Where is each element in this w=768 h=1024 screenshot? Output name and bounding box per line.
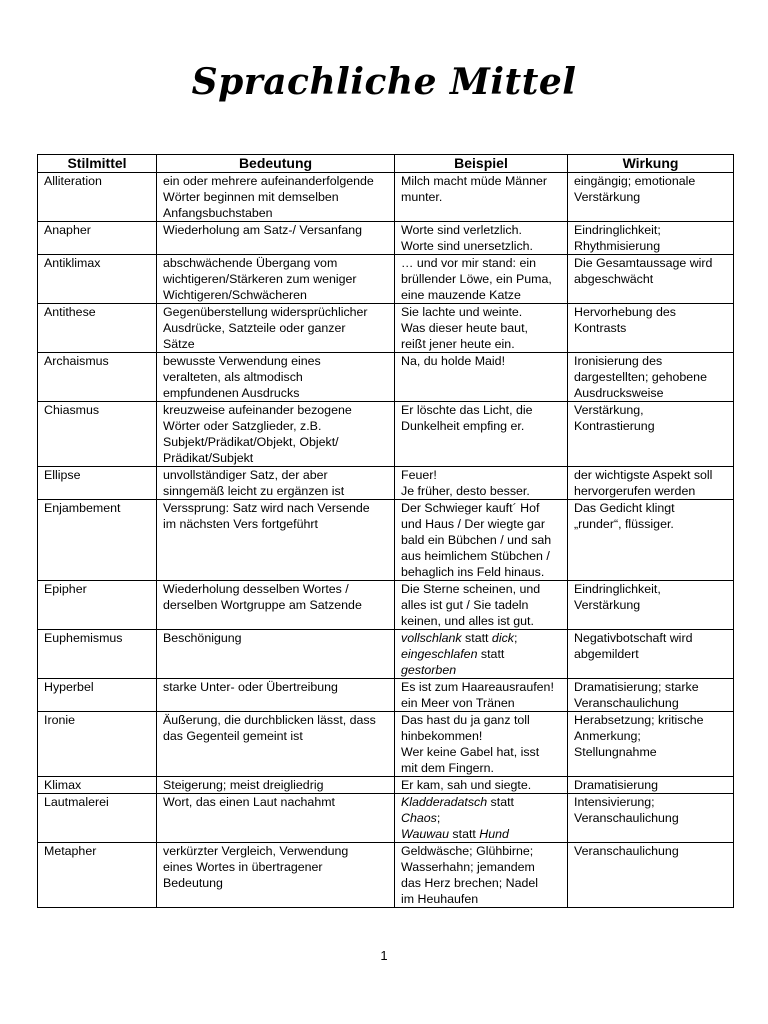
cell-wirkung: Dramatisierung <box>568 777 734 794</box>
table-row <box>38 712 734 777</box>
cell-wirkung: eingängig; emotionale Verstärkung <box>568 173 734 222</box>
cell-stilmittel: Klimax <box>38 777 157 794</box>
cell-bedeutung: verkürzter Vergleich, Verwendung eines Wortes in übertragener Bedeutung <box>157 843 395 908</box>
cell-beispiel: Die Sterne scheinen, und alles ist gut / Sie tadeln keinen, und alles ist gut. <box>395 581 568 630</box>
cell-beispiel: Sie lachte und weinte. Was dieser heute baut, reißt jener heute ein. <box>395 304 568 353</box>
cell-stilmittel: Lautmalerei <box>38 794 157 843</box>
cell-bedeutung: starke Unter- oder Übertreibung <box>157 679 395 712</box>
cell-beispiel: Es ist zum Haareausraufen! ein Meer von Tränen <box>395 679 568 712</box>
cell-wirkung: Ironisierung des dargestellten; gehobene Ausdrucksweise <box>568 353 734 402</box>
table-row <box>38 581 734 630</box>
cell-beispiel: Na, du holde Maid! <box>395 353 568 402</box>
cell-bedeutung: Verssprung: Satz wird nach Versende im nächsten Vers fortgeführt <box>157 500 395 581</box>
table-row <box>38 679 734 712</box>
cell-stilmittel: Archaismus <box>38 353 157 402</box>
cell-beispiel: Der Schwieger kauft´ Hof und Haus / Der wiegte gar bald ein Bübchen / und sah aus heimlichem Stübchen / behaglich ins Feld hinaus. <box>395 500 568 581</box>
cell-bedeutung: kreuzweise aufeinander bezogene Wörter oder Satzglieder, z.B. Subjekt/Prädikat/Objekt, Objekt/ Prädikat/Subjekt <box>157 402 395 467</box>
table-row <box>38 353 734 402</box>
cell-stilmittel: Hyperbel <box>38 679 157 712</box>
cell-wirkung: Eindringlichkeit, Verstärkung <box>568 581 734 630</box>
cell-stilmittel: Antiklimax <box>38 255 157 304</box>
cell-stilmittel: Chiasmus <box>38 402 157 467</box>
page-title: Sprachliche Mittel <box>191 61 577 103</box>
cell-beispiel: Feuer! Je früher, desto besser. <box>395 467 568 500</box>
cell-bedeutung: ein oder mehrere aufeinanderfolgende Wörter beginnen mit demselben Anfangsbuchstaben <box>157 173 395 222</box>
cell-wirkung: Die Gesamtaussage wird abgeschwächt <box>568 255 734 304</box>
cell-bedeutung: bewusste Verwendung eines veralteten, als altmodisch empfundenen Ausdrucks <box>157 353 395 402</box>
cell-bedeutung: Gegenüberstellung widersprüchlicher Ausdrücke, Satzteile oder ganzer Sätze <box>157 304 395 353</box>
cell-wirkung: Veranschaulichung <box>568 843 734 908</box>
table-row <box>38 467 734 500</box>
cell-stilmittel: Euphemismus <box>38 630 157 679</box>
cell-wirkung: Herabsetzung; kritische Anmerkung; Stellungnahme <box>568 712 734 777</box>
cell-beispiel: Worte sind verletzlich. Worte sind unersetzlich. <box>395 222 568 255</box>
page-number: 1 <box>380 948 388 963</box>
cell-wirkung: Dramatisierung; starke Veranschaulichung <box>568 679 734 712</box>
cell-beispiel: Er löschte das Licht, die Dunkelheit empfing er. <box>395 402 568 467</box>
cell-wirkung: Negativbotschaft wird abgemildert <box>568 630 734 679</box>
cell-beispiel: Er kam, sah und siegte. <box>395 777 568 794</box>
cell-stilmittel: Anapher <box>38 222 157 255</box>
cell-wirkung: Verstärkung, Kontrastierung <box>568 402 734 467</box>
table-row <box>38 777 734 794</box>
cell-bedeutung: Steigerung; meist dreigliedrig <box>157 777 395 794</box>
table-row <box>38 222 734 255</box>
cell-stilmittel: Epipher <box>38 581 157 630</box>
cell-wirkung: Das Gedicht klingt „runder“, flüssiger. <box>568 500 734 581</box>
cell-bedeutung: Beschönigung <box>157 630 395 679</box>
cell-wirkung: der wichtigste Aspekt soll hervorgerufen werden <box>568 467 734 500</box>
cell-bedeutung: Äußerung, die durchblicken lässt, dass das Gegenteil gemeint ist <box>157 712 395 777</box>
cell-stilmittel: Ellipse <box>38 467 157 500</box>
cell-beispiel: Milch macht müde Männer munter. <box>395 173 568 222</box>
cell-beispiel: Geldwäsche; Glühbirne; Wasserhahn; jemandem das Herz brechen; Nadel im Heuhaufen <box>395 843 568 908</box>
header-wirkung: Wirkung <box>568 155 734 173</box>
cell-beispiel: vollschlank statt dick; eingeschlafen statt gestorben <box>395 630 568 679</box>
cell-bedeutung: Wiederholung am Satz-/ Versanfang <box>157 222 395 255</box>
cell-stilmittel: Metapher <box>38 843 157 908</box>
table-row <box>38 794 734 843</box>
cell-bedeutung: Wiederholung desselben Wortes / derselben Wortgruppe am Satzende <box>157 581 395 630</box>
cell-bedeutung: Wort, das einen Laut nachahmt <box>157 794 395 843</box>
stilmittel-table <box>37 154 734 908</box>
table-row <box>38 402 734 467</box>
table-row <box>38 630 734 679</box>
cell-bedeutung: unvollständiger Satz, der aber sinngemäß leicht zu ergänzen ist <box>157 467 395 500</box>
cell-stilmittel: Alliteration <box>38 173 157 222</box>
cell-beispiel: Das hast du ja ganz toll hinbekommen! Wer keine Gabel hat, isst mit dem Fingern. <box>395 712 568 777</box>
cell-wirkung: Hervorhebung des Kontrasts <box>568 304 734 353</box>
cell-bedeutung: abschwächende Übergang vom wichtigeren/Stärkeren zum weniger Wichtigeren/Schwächeren <box>157 255 395 304</box>
header-stilmittel: Stilmittel <box>38 155 157 173</box>
table-row <box>38 500 734 581</box>
cell-wirkung: Intensivierung; Veranschaulichung <box>568 794 734 843</box>
cell-stilmittel: Antithese <box>38 304 157 353</box>
cell-beispiel: … und vor mir stand: ein brüllender Löwe, ein Puma, eine mauzende Katze <box>395 255 568 304</box>
table-row <box>38 843 734 908</box>
table-row <box>38 255 734 304</box>
table-row <box>38 173 734 222</box>
header-bedeutung: Bedeutung <box>157 155 395 173</box>
cell-stilmittel: Ironie <box>38 712 157 777</box>
cell-wirkung: Eindringlichkeit; Rhythmisierung <box>568 222 734 255</box>
table-row <box>38 304 734 353</box>
cell-beispiel: Kladderadatsch statt Chaos; Wauwau statt Hund <box>395 794 568 843</box>
header-beispiel: Beispiel <box>395 155 568 173</box>
table-header-row <box>38 155 734 173</box>
cell-stilmittel: Enjambement <box>38 500 157 581</box>
